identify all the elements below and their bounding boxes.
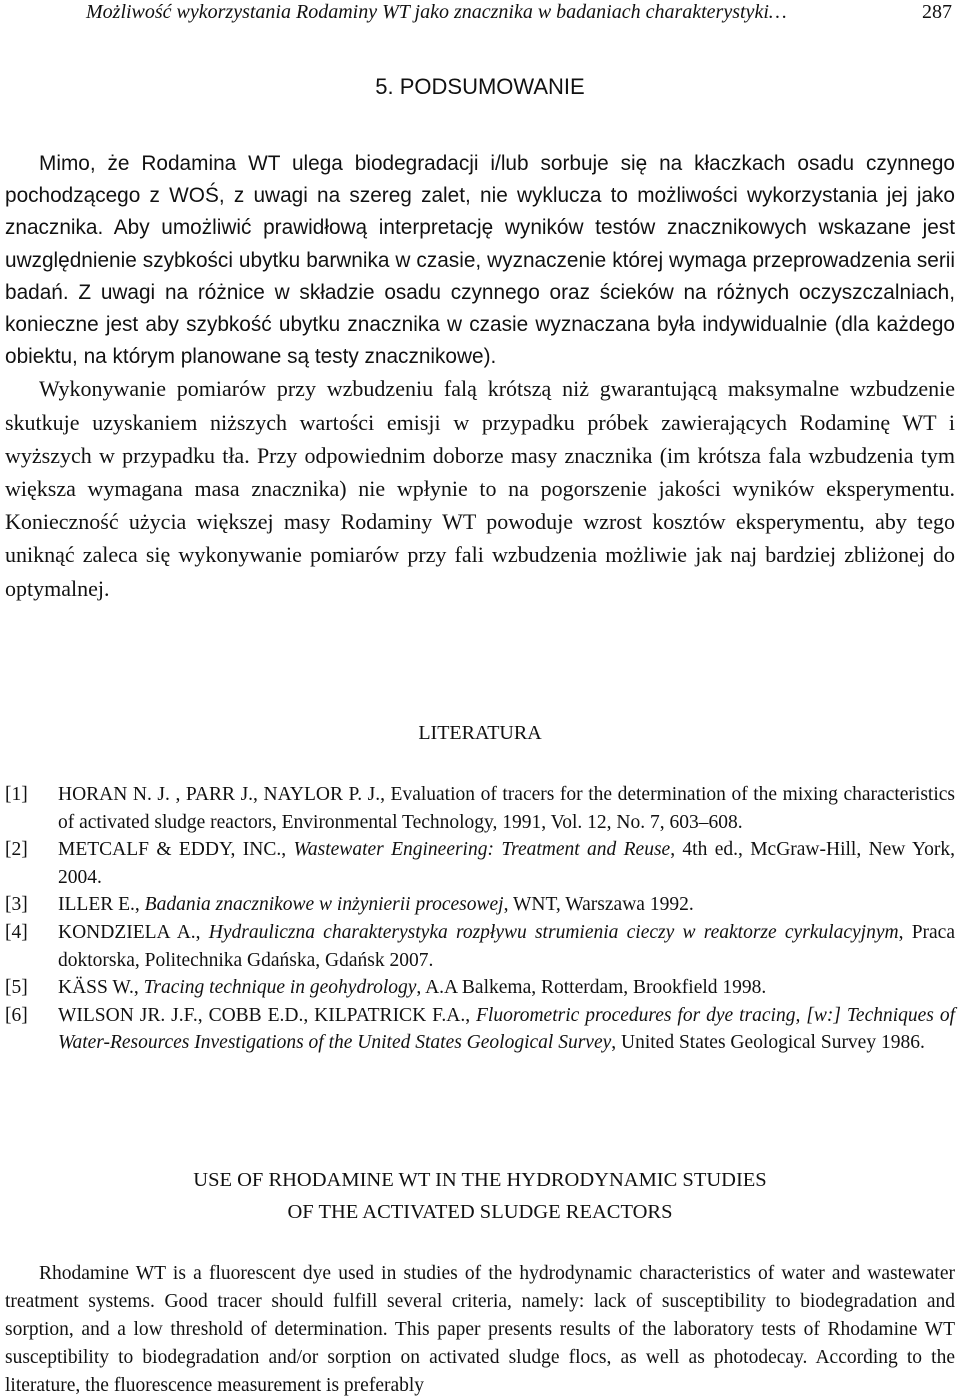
reference-authors: KONDZIELA A., (58, 921, 201, 943)
english-title-line-2: OF THE ACTIVATED SLUDGE REACTORS (287, 1201, 673, 1223)
reference-number: [1] (5, 784, 28, 805)
summary-paragraph-2-part-c: Konieczność użycia większej masy Rodaminy WT powoduje wzrost kosztów eksperymentu, aby tego uniknąć zaleca się wykonywanie pomiarów przy fali wzbudzenia możliwie jak naj bardziej zbliżonej do optymalnej. (5, 509, 955, 601)
reference-title: Fluorometric procedures for dye tracing, [w:] Techniques of Water-Resources Investigations of the United States Geological Survey (58, 1004, 955, 1054)
reference-title: Hydrauliczna charakterystyka rozpływu strumienia cieczy w reaktorze cyrkulacyjnym (200, 921, 899, 943)
abstract-paragraph: Rhodamine WT is a fluorescent dye used in studies of the hydrodynamic characteristics of water and wastewater treatment systems. Good tracer should fulfill several criteria, namely: lack of susceptibility to biodegradation and sorption, and a low threshold of determination. This paper presents results of the laboratory tests of Rhodamine WT susceptibility to biodegradation and/or sorption on activated sludge flocs, as well as photodecay. According to the literature, the fluorescence measurement is preferably (5, 1263, 955, 1396)
reference-details: , Evaluation of tracers for the determination of the mixing characteristics of activated sludge reactors, Environmental Technology, 1991, Vol. 12, No. 7, 603–608. (58, 784, 955, 833)
reference-authors: ILLER E., (58, 894, 140, 916)
reference-details: , United States Geological Survey 1986. (611, 1032, 925, 1054)
reference-item (5, 919, 955, 974)
summary-paragraph-1: Mimo, że Rodamina WT ulega biodegradacji i/lub sorbuje się na kłaczkach osadu czynnego pochodzącego z WOŚ, z uwagi na szereg zalet, nie wyklucza to możliwości wykorzystania jej jako znacznika. Aby umożliwić prawidłową interpretację wyników testów znacznikowych wskazane jest uwzględnienie szybkości ubytku barwnika w czasie, wyznaczenie której wymaga przeprowadzenia serii badań. Z uwagi na różnice w składzie osadu czynnego oraz ścieków na różnych oczyszczalniach, konieczne jest aby szybkość ubytku znacznika w czasie wyznaczana była indywidualnie (dla każdego obiektu, na którym planowane są testy znacznikowe). (5, 152, 955, 369)
reference-authors: METCALF & EDDY, INC., (58, 839, 287, 861)
reference-title: Tracing technique in geohydrology (138, 977, 417, 999)
reference-authors: HORAN N. J. , PARR J., NAYLOR P. J. (58, 784, 381, 805)
reference-details: , A.A Balkema, Rotterdam, Brookfield 1998. (416, 977, 767, 999)
running-header (86, 0, 952, 30)
running-title: Możliwość wykorzystania Rodaminy WT jako znacznika w badaniach charakterystyki… (86, 1, 787, 23)
reference-item (5, 836, 955, 891)
reference-title: Wastewater Engineering: Treatment and Reuse (286, 839, 671, 861)
reference-details: , 4th ed., McGraw-Hill, New York, 2004. (58, 839, 956, 888)
reference-item (5, 1002, 955, 1057)
reference-authors: KÄSS W., (58, 977, 139, 999)
reference-authors: WILSON JR. J.F., COBB E.D., KILPATRICK F.A., (58, 1004, 471, 1026)
literature-title: LITERATURA (418, 722, 542, 744)
summary-paragraph-2-part-b: Przy odpowiednim doborze masy znacznika (im krótsza fala wzbudzenia tym większa wymagana masa znacznika) nie wpłynie to na pogorszenie jakości wyników eksperymentu. (5, 442, 955, 502)
reference-list (5, 781, 955, 1057)
reference-item (5, 781, 955, 836)
page-number: 287 (922, 1, 952, 23)
summary-body (5, 148, 955, 606)
reference-number: [2] (5, 839, 28, 861)
reference-number: [5] (5, 977, 28, 999)
english-abstract (5, 1260, 955, 1400)
reference-number: [6] (5, 1004, 28, 1026)
summary-paragraph-2-part-a: Wykonywanie pomiarów przy wzbudzeniu falą krótszą niż gwarantującą maksymalne wzbudzenie skutkuje uzyskaniem niższych wartości emisji w przypadku próbek zawierających Rodaminę WT i wyższych w przypadku tła. (5, 376, 955, 468)
english-title-line-1: USE OF RHODAMINE WT IN THE HYDRODYNAMIC STUDIES (193, 1169, 767, 1191)
summary-paragraph-2 (5, 373, 955, 605)
reference-number: [4] (5, 921, 28, 943)
reference-number: [3] (5, 894, 28, 916)
reference-details: , Praca doktorska, Politechnika Gdańska, Gdańsk 2007. (58, 921, 955, 971)
section-title: 5. PODSUMOWANIE (375, 74, 585, 99)
english-title (0, 1164, 960, 1228)
reference-title: Badania znacznikowe w inżynierii procesowej (139, 894, 504, 916)
reference-details: , WNT, Warszawa 1992. (503, 894, 694, 916)
reference-item (5, 974, 955, 1002)
reference-item (5, 891, 955, 919)
